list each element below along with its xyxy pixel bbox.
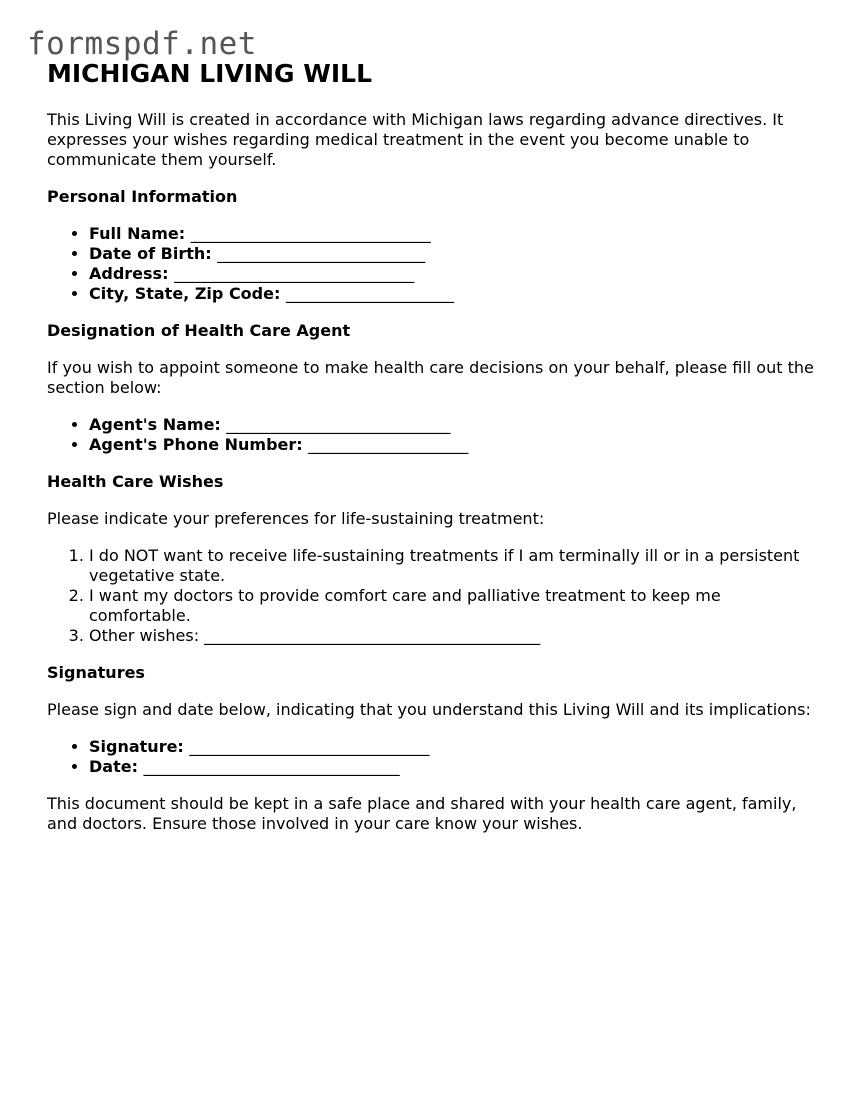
closing-paragraph: This document should be kept in a safe place and shared with your health care agent, family, and doctors. Ensure those involved in your care know your wishes. bbox=[47, 794, 797, 833]
personal-info-heading: Personal Information bbox=[47, 187, 238, 206]
date-of-birth-field bbox=[89, 244, 827, 264]
signature-field bbox=[89, 737, 827, 757]
wishes-heading: Health Care Wishes bbox=[47, 472, 224, 491]
date-field bbox=[89, 757, 827, 777]
document-title: MICHIGAN LIVING WILL bbox=[47, 59, 373, 88]
address-blank[interactable]: ______________________________ bbox=[174, 264, 415, 283]
agent-name-field bbox=[89, 415, 827, 435]
wish-item: 2. I want my doctors to provide comfort care and palliative treatment to keep me comfortable. bbox=[89, 586, 827, 626]
address-field bbox=[89, 264, 827, 284]
agent-instruction: If you wish to appoint someone to make health care decisions on your behalf, please fill out the section below: bbox=[47, 358, 814, 397]
agent-list bbox=[47, 415, 827, 455]
wishes-instruction: Please indicate your preferences for life-sustaining treatment: bbox=[47, 509, 545, 528]
agent-phone-field bbox=[89, 435, 827, 455]
watermark-logo: formspdf.net bbox=[27, 26, 257, 62]
agent-heading: Designation of Health Care Agent bbox=[47, 321, 351, 340]
city-state-zip-blank[interactable]: _____________________ bbox=[285, 284, 454, 303]
date-blank[interactable]: ________________________________ bbox=[143, 757, 400, 776]
field-label: Address: bbox=[89, 264, 169, 283]
field-label: Date: bbox=[89, 757, 138, 776]
agent-phone-blank[interactable]: ____________________ bbox=[308, 435, 469, 454]
signatures-instruction: Please sign and date below, indicating that you understand this Living Will and its implications: bbox=[47, 700, 811, 719]
wish-item: 1. I do NOT want to receive life-sustaining treatments if I am terminally ill or in a persistent vegetative state. bbox=[89, 546, 827, 586]
field-label: Signature: bbox=[89, 737, 184, 756]
agent-name-blank[interactable]: ____________________________ bbox=[226, 415, 451, 434]
wish-item-other[interactable]: 3. Other wishes: __________________________________________ bbox=[89, 626, 827, 646]
full-name-blank[interactable]: ______________________________ bbox=[190, 224, 431, 243]
signature-blank[interactable]: ______________________________ bbox=[189, 737, 430, 756]
signatures-list bbox=[47, 737, 827, 777]
intro-paragraph: This Living Will is created in accordance with Michigan laws regarding advance directives. It expresses your wishes regarding medical treatment in the event you become unable to communicate them yourself. bbox=[47, 110, 784, 169]
field-label: Agent's Phone Number: bbox=[89, 435, 303, 454]
document-page bbox=[47, 58, 827, 834]
signatures-heading: Signatures bbox=[47, 663, 145, 682]
field-label: Full Name: bbox=[89, 224, 186, 243]
field-label: Agent's Name: bbox=[89, 415, 221, 434]
city-state-zip-field bbox=[89, 284, 827, 304]
date-of-birth-blank[interactable]: __________________________ bbox=[217, 244, 426, 263]
field-label: City, State, Zip Code: bbox=[89, 284, 281, 303]
wishes-list bbox=[47, 546, 827, 646]
full-name-field bbox=[89, 224, 827, 244]
personal-info-list bbox=[47, 224, 827, 304]
field-label: Date of Birth: bbox=[89, 244, 212, 263]
